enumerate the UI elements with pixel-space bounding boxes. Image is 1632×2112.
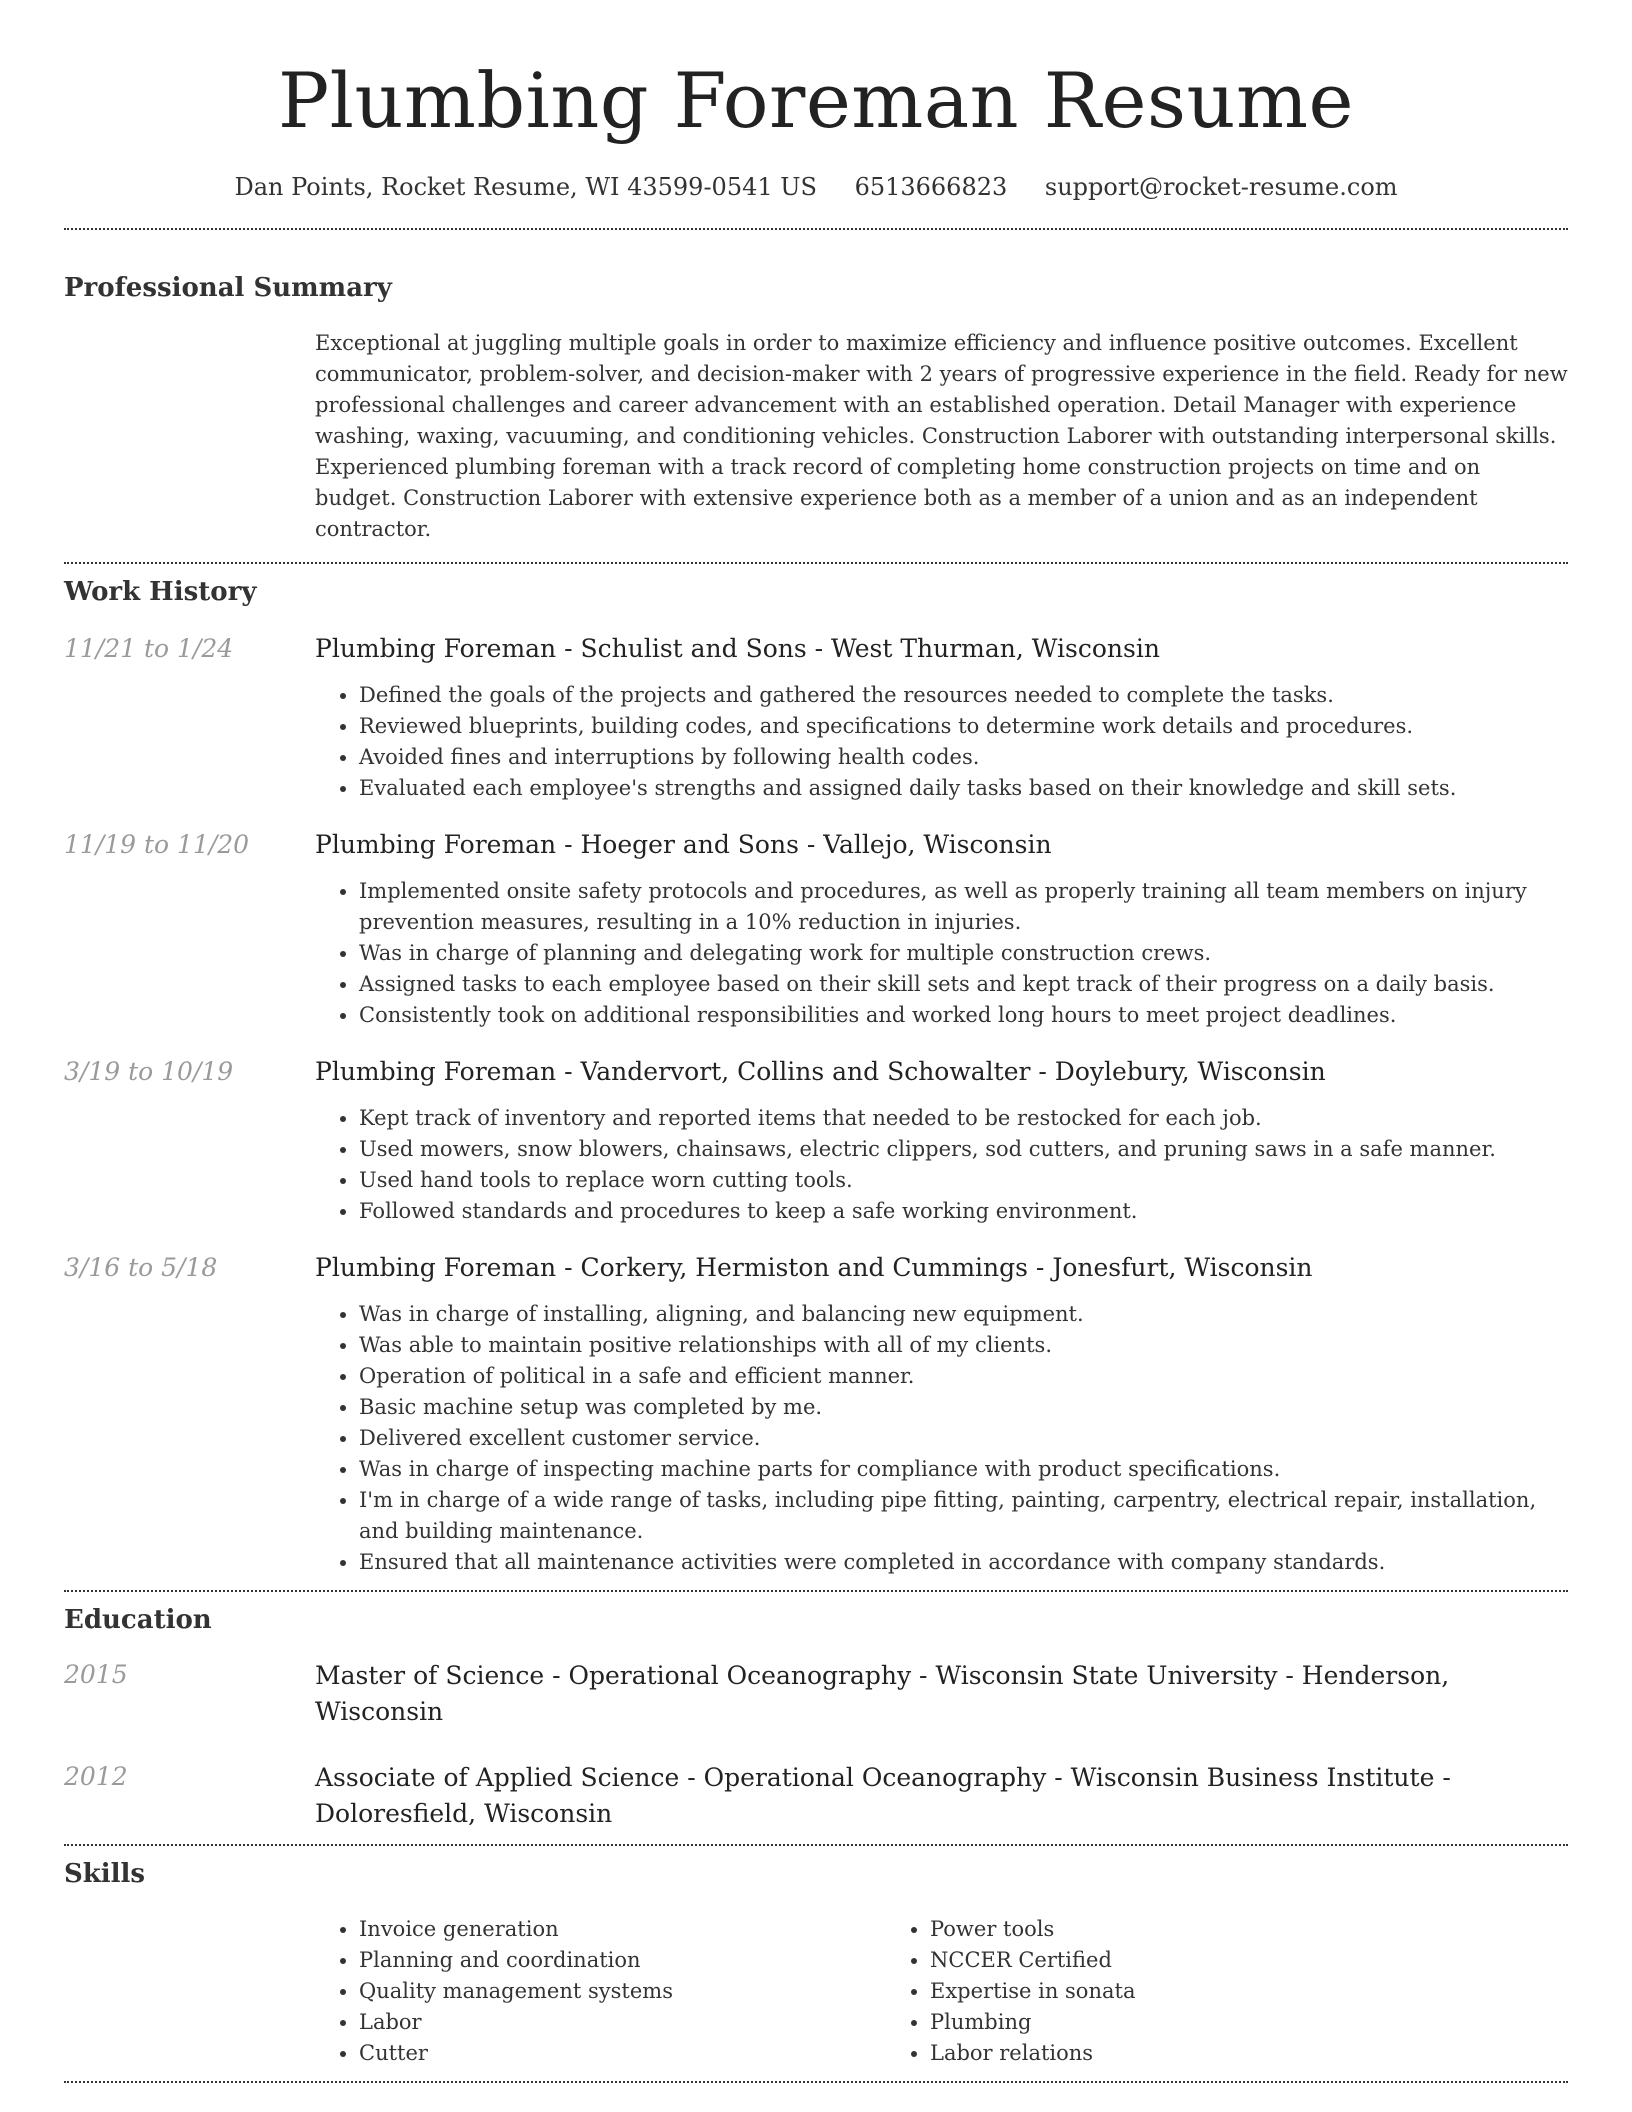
education-entry [64, 1658, 1568, 1730]
job-bullet: • Basic machine setup was completed by me. [359, 1392, 1568, 1423]
job-bullet: • Was in charge of planning and delegating work for multiple construction crews. [359, 938, 1568, 969]
skills-list-right [886, 1914, 1457, 2069]
skill-item: • Planning and coordination [359, 1945, 886, 1976]
job-bullet: • Evaluated each employee's strengths and assigned daily tasks based on their knowledge and skill sets. [359, 773, 1568, 804]
job-bullets [315, 1103, 1568, 1227]
education-heading: Education [64, 1605, 212, 1635]
work-history-heading: Work History [64, 577, 257, 607]
job-bullet: • Assigned tasks to each employee based on their skill sets and kept track of their progress on a daily basis. [359, 969, 1568, 1000]
education-degree: Associate of Applied Science - Operational Oceanography - Wisconsin Business Institute - Doloresfield, Wisconsin [315, 1763, 1451, 1828]
education-degree: Master of Science - Operational Oceanography - Wisconsin State University - Henderson, Wisconsin [315, 1661, 1450, 1726]
job-bullet: • Used mowers, snow blowers, chainsaws, electric clippers, sod cutters, and pruning saws in a safe manner. [359, 1134, 1568, 1165]
skill-item: • Labor [359, 2007, 886, 2038]
job-bullet: • Operation of political in a safe and efficient manner. [359, 1361, 1568, 1392]
job-bullet: • Used hand tools to replace worn cutting tools. [359, 1165, 1568, 1196]
divider [64, 562, 1568, 564]
job-dates: 11/21 to 1/24 [64, 634, 234, 663]
contact-address: Dan Points, Rocket Resume, WI 43599-0541 US [234, 173, 817, 201]
job-bullet: • Defined the goals of the projects and gathered the resources needed to complete the tasks. [359, 680, 1568, 711]
skill-item: • Plumbing [930, 2007, 1457, 2038]
education-year: 2015 [64, 1660, 128, 1689]
divider [64, 1844, 1568, 1846]
contact-email: support@rocket-resume.com [1044, 173, 1398, 201]
job-bullet: • Delivered excellent customer service. [359, 1423, 1568, 1454]
skill-item: • Invoice generation [359, 1914, 886, 1945]
job-title: Plumbing Foreman - Schulist and Sons - West Thurman, Wisconsin [315, 634, 1160, 663]
job-bullet: • Was able to maintain positive relationships with all of my clients. [359, 1330, 1568, 1361]
divider [64, 1590, 1568, 1592]
job-entry [64, 632, 1568, 804]
contact-line [64, 170, 1568, 204]
skills-section [64, 1856, 1568, 2069]
work-history-section [64, 574, 1568, 1578]
job-entry [64, 1251, 1568, 1578]
summary-text: Exceptional at juggling multiple goals in order to maximize efficiency and influence positive outcomes. Excellent communicator, problem-solver, and decision-maker with 2 years of progressive experience in the field. Ready for new professional challenges and career advancement with an established operation. Detail Manager with experience washing, waxing, vacuuming, and conditioning vehicles. Construction Laborer with outstanding interpersonal skills. Experienced plumbing foreman with a track record of completing home construction projects on time and on budget. Construction Laborer with extensive experience both as a member of a union and as an independent contractor. [315, 331, 1568, 541]
divider [64, 2081, 1568, 2083]
job-title: Plumbing Foreman - Hoeger and Sons - Vallejo, Wisconsin [315, 830, 1052, 859]
education-section [64, 1602, 1568, 1832]
skill-item: • Quality management systems [359, 1976, 886, 2007]
skill-item: • Cutter [359, 2038, 886, 2069]
job-dates: 3/16 to 5/18 [64, 1253, 218, 1282]
job-dates: 11/19 to 11/20 [64, 830, 250, 859]
job-entry [64, 1055, 1568, 1227]
summary-heading: Professional Summary [64, 273, 392, 303]
education-year: 2012 [64, 1762, 128, 1791]
skill-item: • Power tools [930, 1914, 1457, 1945]
job-bullets [315, 1299, 1568, 1578]
job-bullet: • Avoided fines and interruptions by following health codes. [359, 742, 1568, 773]
job-bullet: • Followed standards and procedures to keep a safe working environment. [359, 1196, 1568, 1227]
resume-title: Plumbing Foreman Resume [278, 56, 1354, 145]
divider [64, 228, 1568, 230]
job-bullet: • Was in charge of installing, aligning, and balancing new equipment. [359, 1299, 1568, 1330]
education-entry [64, 1760, 1568, 1832]
job-bullet: • Ensured that all maintenance activities were completed in accordance with company standards. [359, 1547, 1568, 1578]
skills-list-left [315, 1914, 886, 2069]
job-bullets [315, 680, 1568, 804]
job-bullet: • Was in charge of inspecting machine parts for compliance with product specifications. [359, 1454, 1568, 1485]
skill-item: • NCCER Certified [930, 1945, 1457, 1976]
job-dates: 3/19 to 10/19 [64, 1057, 234, 1086]
job-bullet: • I'm in charge of a wide range of tasks, including pipe fitting, painting, carpentry, electrical repair, installation, and building maintenance. [359, 1485, 1568, 1547]
job-bullets [315, 876, 1568, 1031]
job-bullet: • Implemented onsite safety protocols and procedures, as well as properly training all team members on injury prevention measures, resulting in a 10% reduction in injuries. [359, 876, 1568, 938]
summary-section [64, 270, 1568, 545]
job-entry [64, 828, 1568, 1031]
job-bullet: • Reviewed blueprints, building codes, and specifications to determine work details and procedures. [359, 711, 1568, 742]
job-title: Plumbing Foreman - Vandervort, Collins and Schowalter - Doylebury, Wisconsin [315, 1057, 1326, 1086]
job-bullet: • Consistently took on additional responsibilities and worked long hours to meet project deadlines. [359, 1000, 1568, 1031]
job-title: Plumbing Foreman - Corkery, Hermiston and Cummings - Jonesfurt, Wisconsin [315, 1253, 1313, 1282]
skill-item: • Expertise in sonata [930, 1976, 1457, 2007]
skills-grid [315, 1914, 1568, 2069]
job-bullet: • Kept track of inventory and reported items that needed to be restocked for each job. [359, 1103, 1568, 1134]
contact-phone: 6513666823 [854, 173, 1008, 201]
skills-heading: Skills [64, 1859, 146, 1889]
skill-item: • Labor relations [930, 2038, 1457, 2069]
